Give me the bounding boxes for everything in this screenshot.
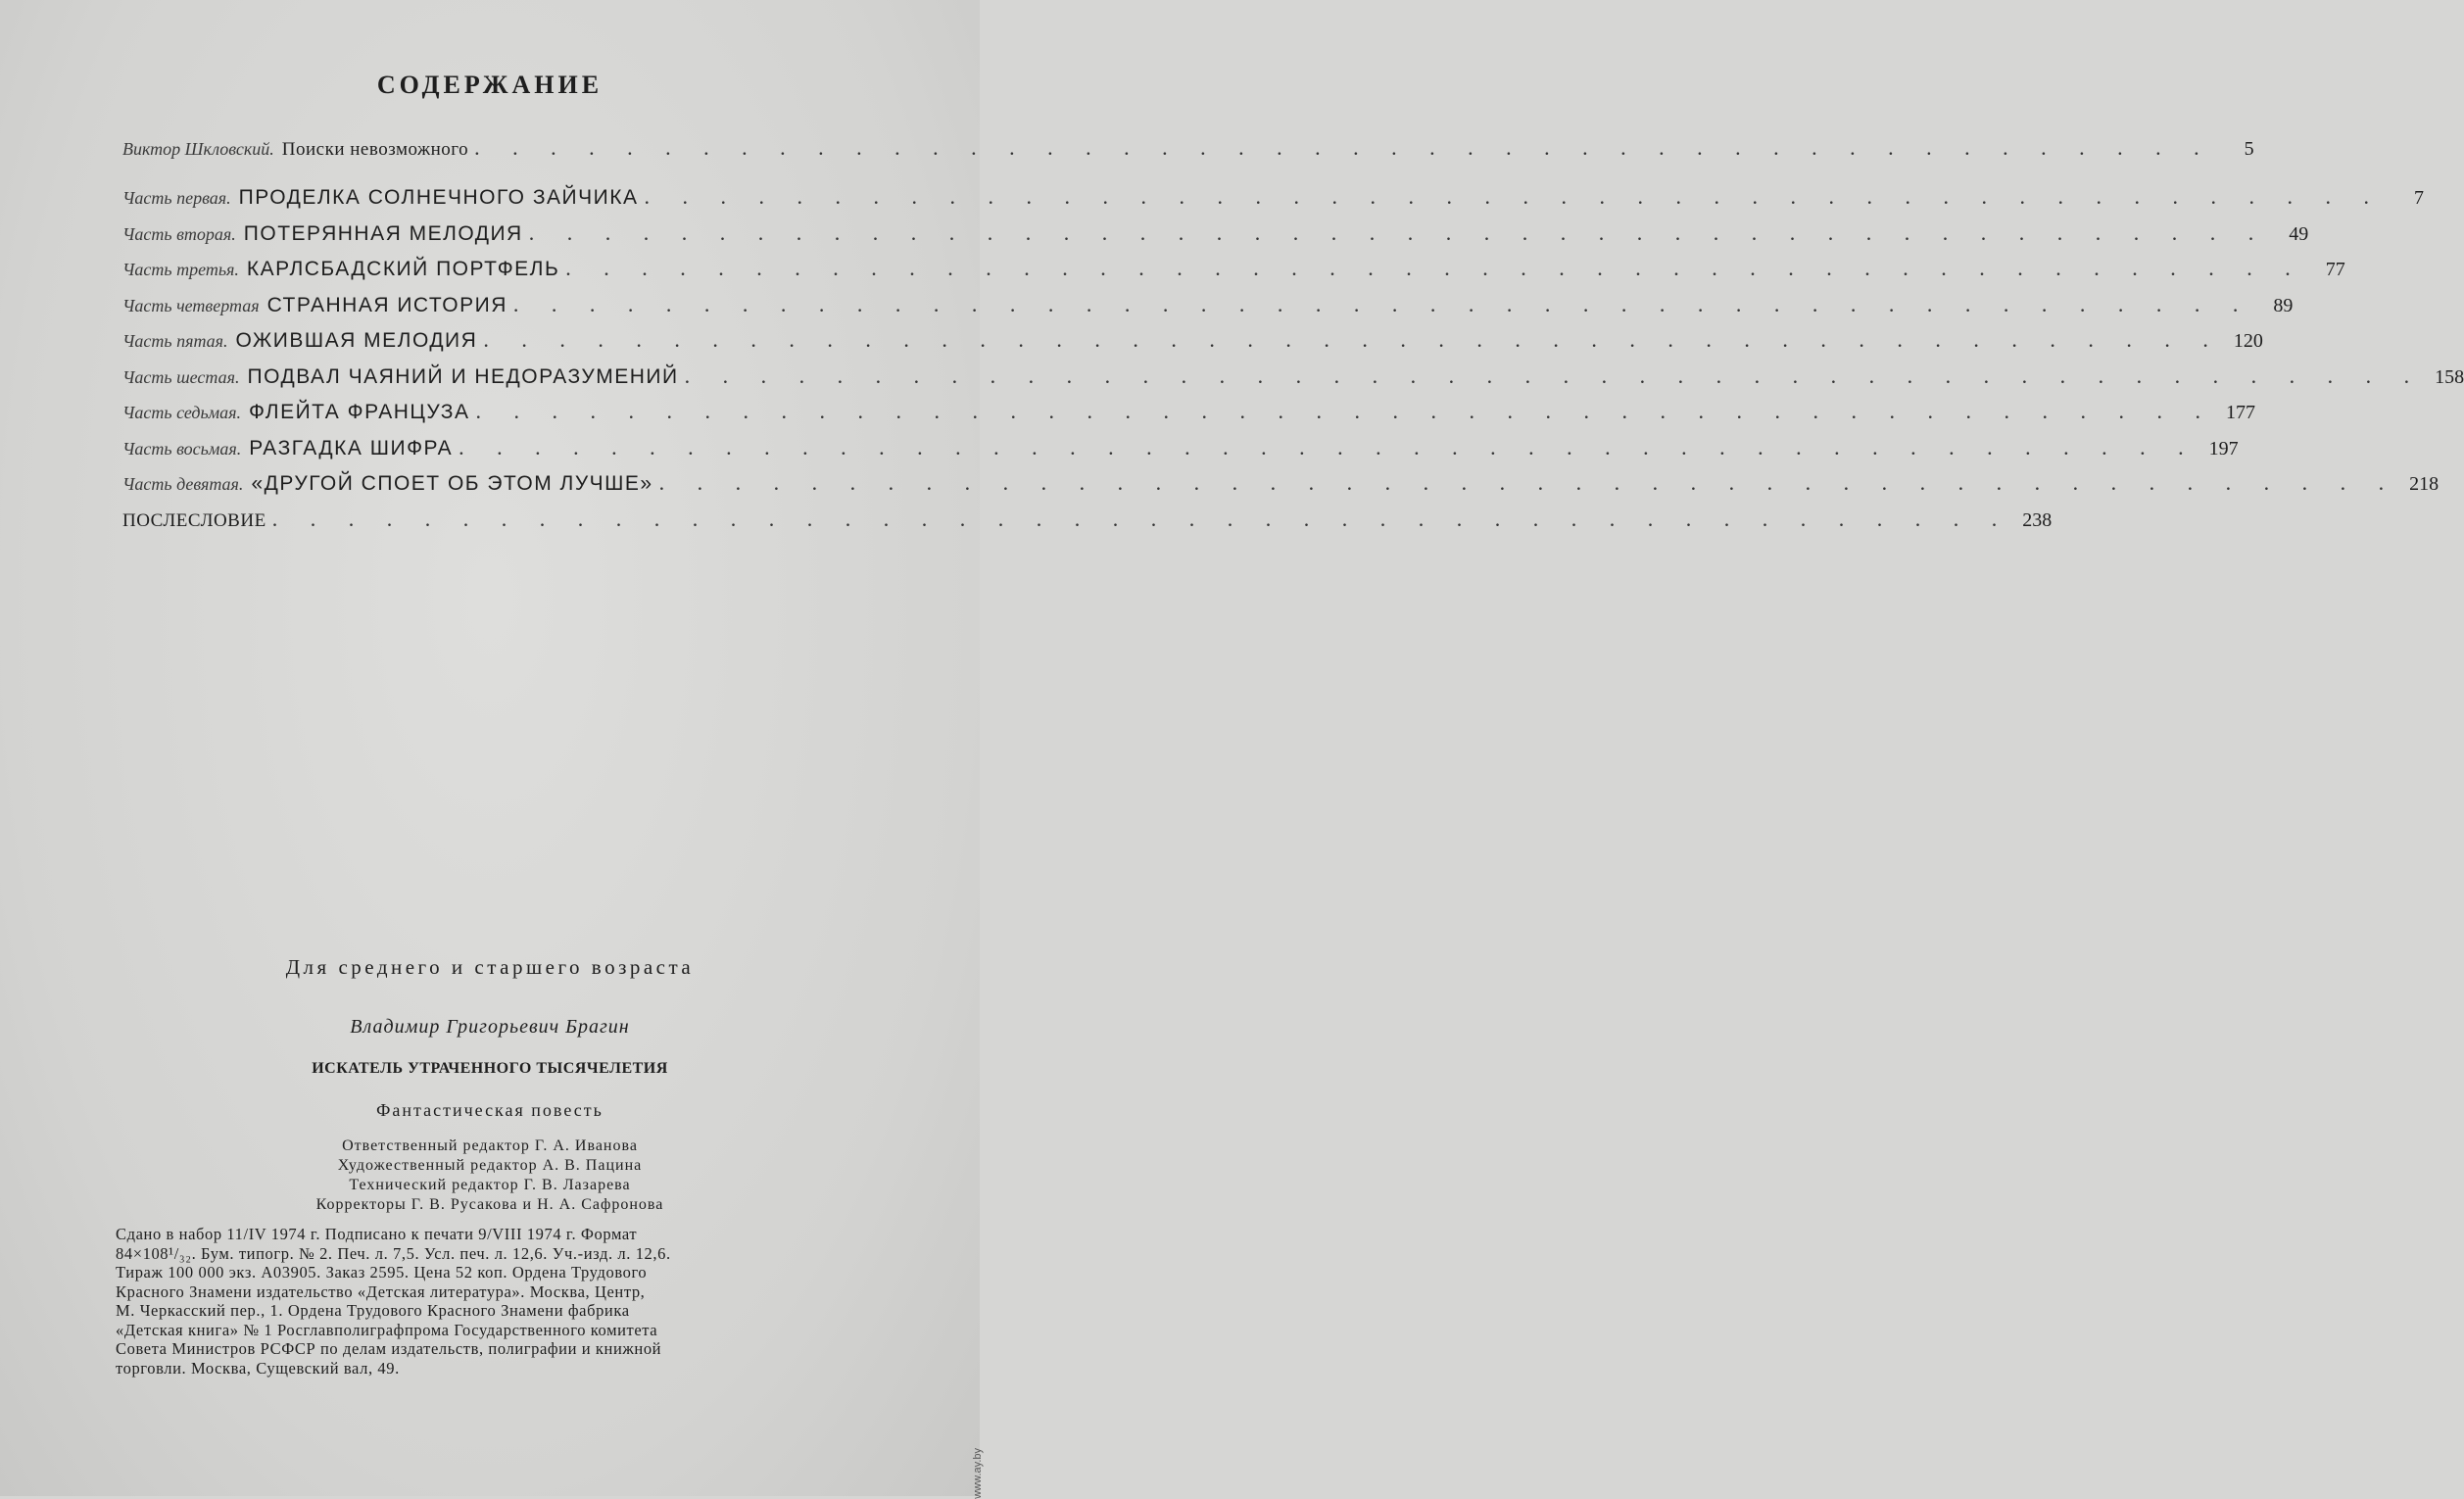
toc-entry-title: ПОТЕРЯННАЯ МЕЛОДИЯ — [243, 221, 523, 245]
toc-part-label: Часть четвертая — [122, 295, 260, 315]
toc-leader-dots — [513, 292, 2252, 317]
toc-entry-title: КАРЛСБАДСКИЙ ПОРТФЕЛЬ — [246, 258, 560, 280]
toc-entry — [122, 184, 2424, 220]
colophon-line: «Детская книга» № 1 Росглавполиграфпрома Государственного комитета — [116, 1320, 658, 1339]
toc-entry — [122, 220, 2309, 257]
colophon-line: торговли. Москва, Сущевский вал, 49. — [116, 1358, 400, 1378]
colophon — [116, 1225, 939, 1378]
book-title: ИСКАТЕЛЬ УТРАЧЕННОГО ТЫСЯЧЕЛЕТИЯ — [312, 1060, 668, 1077]
toc-entry — [122, 363, 2464, 400]
toc-page-number: 7 — [2413, 187, 2424, 209]
toc-entry — [122, 435, 2239, 471]
author-name: Владимир Григорьевич Брагин — [350, 1016, 630, 1038]
credit-line: Корректоры Г. В. Русакова и Н. А. Сафронова — [315, 1196, 664, 1213]
toc-leader-dots — [483, 327, 2222, 353]
toc-leader-dots — [459, 435, 2198, 460]
toc-entry-title: ПОСЛЕСЛОВИЕ — [122, 509, 266, 531]
toc-page-number: 120 — [2233, 330, 2263, 352]
toc-page-number: 77 — [2325, 259, 2345, 280]
genre: Фантастическая повесть — [376, 1100, 604, 1120]
toc-page-number: 238 — [2022, 508, 2053, 531]
credit-line: Ответственный редактор Г. А. Иванова — [342, 1137, 638, 1154]
colophon-line: 84×108¹/₃₂. Бум. типогр. № 2. Печ. л. 7,5. Усл. печ. л. 12,6. Уч.-изд. л. 12,6. — [116, 1243, 671, 1263]
toc-part-label: Часть девятая. — [122, 474, 244, 494]
toc-title: СОДЕРЖАНИЕ — [376, 71, 604, 99]
toc-leader-dots — [476, 399, 2215, 424]
toc-part-label: Часть вторая. — [122, 223, 236, 244]
toc-part-label: Часть первая. — [122, 188, 231, 208]
toc-part-label: Часть третья. — [122, 260, 239, 279]
toc-part-label: Часть восьмая. — [122, 438, 242, 459]
credits — [0, 1136, 980, 1215]
toc-part-label: Часть пятая. — [122, 331, 228, 351]
toc-part-label: Часть седьмая. — [122, 403, 242, 422]
toc-entry — [122, 399, 2255, 435]
toc-entry-title: «ДРУГОЙ СПОЕТ ОБ ЭТОМ ЛУЧШЕ» — [251, 472, 653, 495]
colophon-line: Совета Министров РСФСР по делам издательств, полиграфии и книжной — [116, 1339, 662, 1358]
toc-page-number: 5 — [2244, 138, 2254, 160]
toc-part-label: Виктор Шкловский. — [122, 139, 274, 159]
credit-line: Технический редактор Г. В. Лазарева — [349, 1177, 631, 1193]
toc-page-number: 177 — [2226, 402, 2255, 423]
toc-entry — [122, 470, 2440, 507]
colophon-line: Тираж 100 000 экз. А03905. Заказ 2595. Цена 52 коп. Ордена Трудового — [116, 1263, 648, 1281]
toc-page-number: 158 — [2435, 365, 2464, 388]
toc-page-number: 197 — [2208, 437, 2239, 459]
toc-page-number: 49 — [2289, 222, 2309, 245]
toc-entry — [122, 292, 2294, 328]
toc-part-label: Часть шестая. — [122, 366, 240, 387]
toc-entry-title: ПОДВАЛ ЧАЯНИЙ И НЕДОРАЗУМЕНИЙ — [247, 364, 679, 388]
toc-entry-title: ФЛЕЙТА ФРАНЦУЗА — [249, 401, 470, 423]
toc-entry — [122, 256, 2345, 292]
toc-entry — [122, 327, 2263, 363]
credit-line: Художественный редактор А. В. Пацина — [337, 1157, 643, 1174]
toc-leader-dots — [474, 135, 2213, 161]
toc-entry-title: ОЖИВШАЯ МЕЛОДИЯ — [235, 329, 478, 352]
toc-page-number: 218 — [2409, 473, 2440, 495]
toc-entry — [122, 135, 2254, 184]
toc-leader-dots — [685, 363, 2424, 389]
toc-entry-title: ПРОДЕЛКА СОЛНЕЧНОГО ЗАЙЧИКА — [238, 186, 639, 209]
colophon-line: М. Черкасский пер., 1. Ордена Трудового Красного Знамени фабрика — [116, 1301, 630, 1320]
toc-leader-dots — [272, 507, 2011, 532]
watermark: www.ay.by — [972, 1448, 984, 1499]
toc-entry-title: РАЗГАДКА ШИФРА — [249, 436, 454, 459]
toc-list — [122, 135, 2464, 542]
colophon-line: Сдано в набор 11/IV 1974 г. Подписано к печати 9/VIII 1974 г. Формат — [116, 1225, 638, 1243]
colophon-line: Красного Знамени издательство «Детская литература». Москва, Центр, — [116, 1281, 646, 1301]
toc-leader-dots — [529, 220, 2268, 246]
toc-entry — [122, 507, 2053, 543]
toc-leader-dots — [565, 256, 2304, 281]
audience-note: Для среднего и старшего возраста — [285, 955, 695, 979]
toc-entry-title: Поиски невозможного — [281, 139, 469, 160]
toc-leader-dots — [644, 184, 2383, 210]
toc-leader-dots — [659, 470, 2398, 496]
toc-entry-title: СТРАННАЯ ИСТОРИЯ — [266, 293, 507, 316]
toc-page-number: 89 — [2273, 294, 2294, 316]
